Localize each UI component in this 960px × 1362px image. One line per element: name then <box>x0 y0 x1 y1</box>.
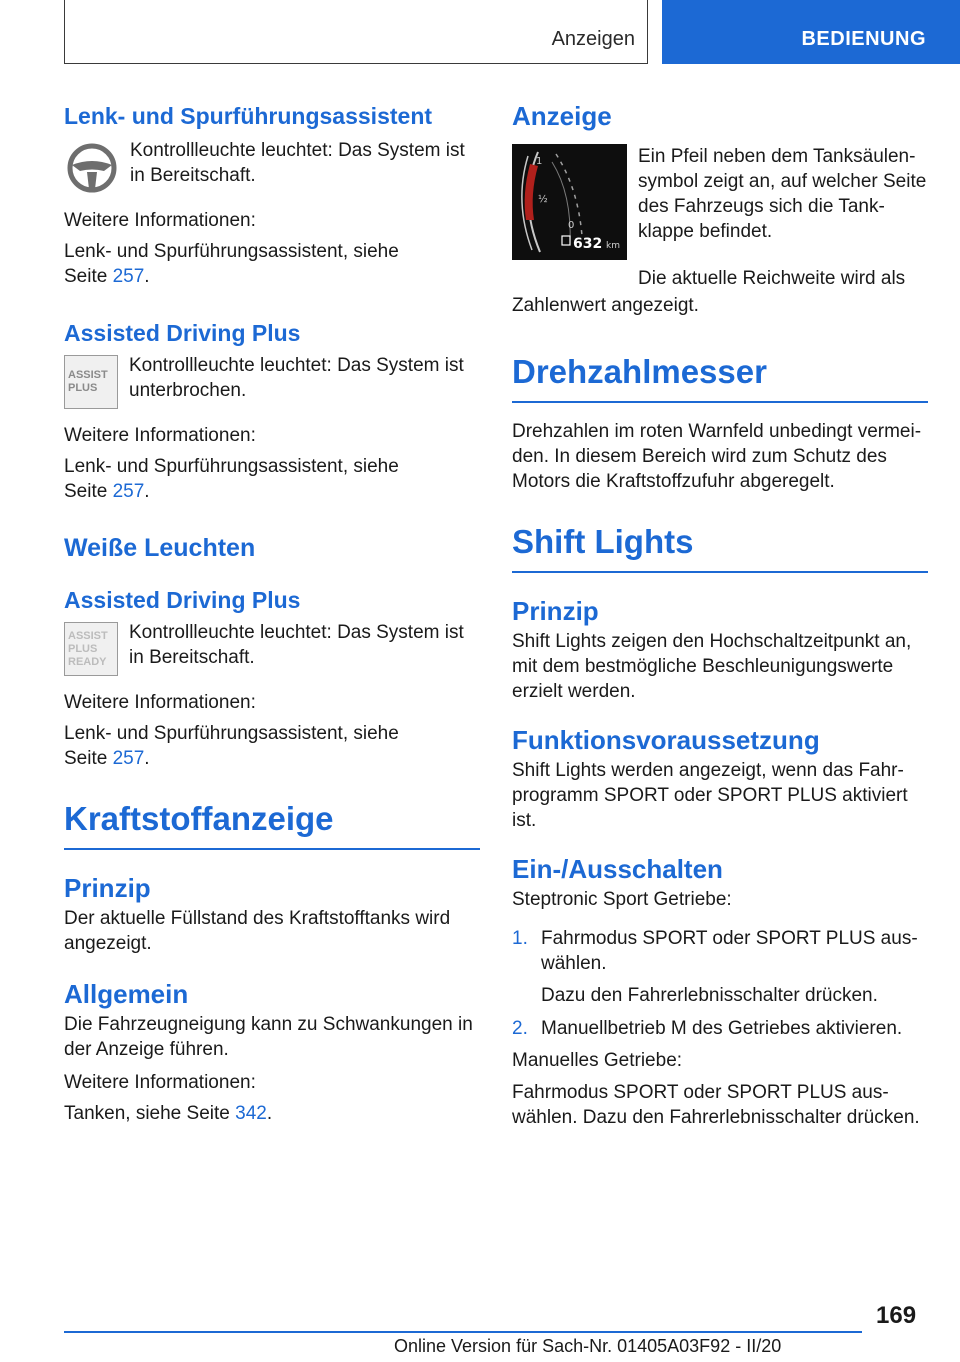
step-2-number: 2. <box>512 1018 528 1039</box>
list-item <box>512 926 928 1008</box>
footer-version-text: Online Version für Sach-Nr. 01405A03F92 - II/20 <box>394 1336 782 1356</box>
heading-assisted-driving-plus-ready: Assisted Driving Plus <box>64 587 301 613</box>
lenk-indicator-text: Kontrollleuchte leuchtet: Das System ist in Bereitschaft. <box>130 140 465 186</box>
assist-reference: Lenk- und Spurführungsassistent, siehe Seite 257. <box>64 456 399 502</box>
assist-plus-ready-icon: ASSIST PLUS READY <box>64 622 118 676</box>
heading-prinzip: Prinzip <box>64 873 151 903</box>
heading-assisted-driving-plus: Assisted Driving Plus <box>64 320 301 346</box>
page-number: 169 <box>876 1302 917 1329</box>
heading-weisse-leuchten: Weiße Leuchten <box>64 534 256 562</box>
anzeige-text-1: Ein Pfeil neben dem Tanksäulensymbol zeigt an, auf welcher Seite des Fahrzeugs sich die Tankklappe befindet. <box>638 146 927 242</box>
heading-kraftstoffanzeige: Kraftstoffanzeige <box>64 799 480 850</box>
link-page-257[interactable]: 257 <box>112 481 145 502</box>
assist-ready-indicator-text: Kontrollleuchte leuchtet: Das System ist in Bereitschaft. <box>129 622 464 668</box>
assist-ready-indicator-row <box>64 620 480 676</box>
heading-anzeige: Anzeige <box>512 101 612 131</box>
step-1-subtext: Dazu den Fahrerlebnisschalter drücken. <box>541 985 878 1006</box>
anzeige-row <box>512 144 928 260</box>
lenk-more-info: Weitere Informationen: <box>64 210 256 231</box>
assist-plus-icon: ASSIST PLUS <box>64 355 118 409</box>
manuell-label: Manuelles Getriebe: <box>512 1050 683 1071</box>
anzeige-text-2: Zahlenwert angezeigt. <box>512 295 699 316</box>
allgemein-more-info: Weitere Informationen: <box>64 1072 256 1093</box>
link-page-257[interactable]: 257 <box>112 266 145 287</box>
link-page-257[interactable]: 257 <box>112 748 145 769</box>
steering-wheel-icon <box>64 138 120 194</box>
anzeige-text-block <box>638 144 928 260</box>
heading-lenk-assistent: Lenk- und Spurführungsassistent <box>64 103 433 129</box>
step-2-text: Manuellbetrieb M des Getriebes aktivieren. <box>541 1018 903 1039</box>
range-unit: km <box>606 241 620 251</box>
header-section-title: Anzeigen <box>551 28 635 50</box>
link-page-342[interactable]: 342 <box>235 1103 267 1124</box>
header-section-box <box>64 0 648 64</box>
lenk-indicator-row <box>64 138 480 194</box>
manuell-text: Fahrmodus SPORT oder SPORT PLUS auswählen. Dazu den Fahrerlebnisschalter drücken. <box>512 1082 920 1128</box>
list-item <box>512 1016 928 1041</box>
assist-ready-reference: Lenk- und Spurführungsassistent, siehe Seite 257. <box>64 723 399 769</box>
step-1-text: Fahrmodus SPORT oder SPORT PLUS auswählen. <box>541 928 918 974</box>
heading-funktionsvoraussetzung: Funktionsvoraussetzung <box>512 725 820 755</box>
footer-divider <box>64 1331 862 1333</box>
left-column <box>64 100 480 1126</box>
heading-drehzahlmesser: Drehzahlmesser <box>512 352 928 403</box>
tanken-reference: Tanken, siehe Seite 342. <box>64 1103 273 1124</box>
gauge-half-label: ½ <box>538 194 548 205</box>
right-column <box>512 100 928 1130</box>
drehzahl-text: Drehzahlen im roten Warnfeld unbedingt vermeiden. In diesem Bereich wird zum Schutz des Motors die Kraftstoffzufuhr abgeregelt. <box>512 421 922 492</box>
funktion-text: Shift Lights werden angezeigt, wenn das Fahrprogramm SPORT oder SPORT PLUS aktiviert ist. <box>512 760 908 831</box>
shift-prinzip-text: Shift Lights zeigen den Hochschaltzeitpunkt an, mit dem bestmögliche Beschleunigungswerte erzielt werden. <box>512 631 912 702</box>
assist-ready-more-info: Weitere Informationen: <box>64 692 256 713</box>
heading-shift-lights: Shift Lights <box>512 522 928 573</box>
anzeige-text-2-line1: Die aktuelle Reichweite wird als <box>638 268 906 289</box>
prinzip-text: Der aktuelle Füllstand des Kraftstofftanks wird angezeigt. <box>64 908 451 954</box>
header-chapter-tab: BEDIENUNG <box>662 0 960 64</box>
range-value: 632 <box>573 236 603 252</box>
heading-ein-ausschalten: Ein-/Ausschalten <box>512 854 723 884</box>
gauge-full-label: 1 <box>536 156 543 167</box>
gauge-empty-label: 0 <box>568 220 575 231</box>
assist-indicator-text: Kontrollleuchte leuchtet: Das System ist unterbrochen. <box>129 355 464 401</box>
assist-indicator-row <box>64 353 480 409</box>
fuel-gauge-image <box>512 144 627 260</box>
heading-shift-prinzip: Prinzip <box>512 596 599 626</box>
heading-allgemein: Allgemein <box>64 979 189 1009</box>
steptronic-label: Steptronic Sport Getriebe: <box>512 889 732 910</box>
allgemein-text: Die Fahrzeugneigung kann zu Schwankungen in der Anzeige führen. <box>64 1014 473 1060</box>
lenk-reference: Lenk- und Spurführungsassistent, siehe Seite 257. <box>64 241 399 287</box>
step-1-number: 1. <box>512 928 528 949</box>
assist-more-info: Weitere Informationen: <box>64 425 256 446</box>
